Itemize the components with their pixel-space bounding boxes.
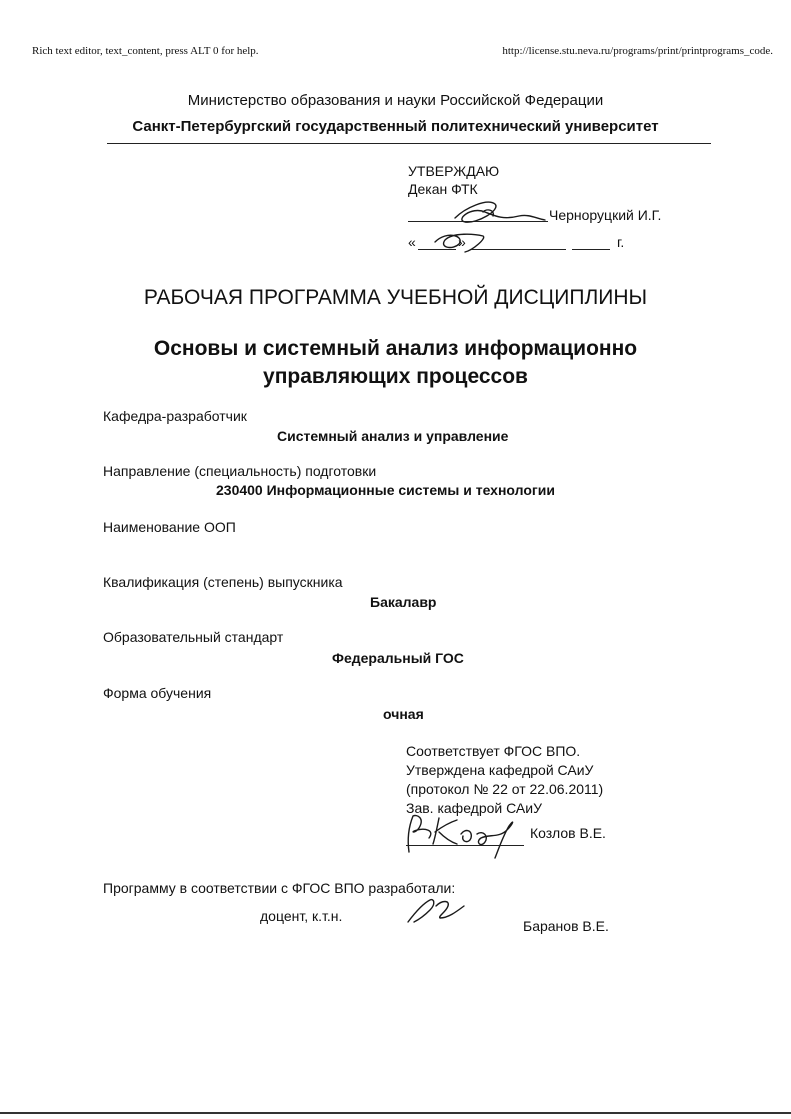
oop-label: Наименование ООП: [103, 519, 236, 535]
discipline-title-line2: управляющих процессов: [263, 365, 528, 388]
developer-signature: [400, 892, 480, 932]
head-name: Козлов В.Е.: [530, 825, 606, 841]
developers-intro: Программу в соответствии с ФГОС ВПО разработали:: [103, 880, 456, 896]
print-header-left: Rich text editor, text_content, press ALT 0 for help.: [32, 45, 259, 57]
conformity-line2: Утверждена кафедрой САиУ: [406, 762, 594, 778]
approver-position: Декан ФТК: [408, 181, 478, 197]
page-bottom-edge: [0, 1112, 791, 1114]
date-quote-close: »: [458, 234, 466, 250]
developer-name: Баранов В.Е.: [523, 918, 609, 934]
university-title: Санкт-Петербургский государственный политехнический университет: [132, 118, 659, 135]
conformity-protocol: (протокол № 22 от 22.06.2011): [406, 781, 604, 797]
form-value: очная: [383, 706, 424, 722]
conformity-line1: Соответствует ФГОС ВПО.: [406, 743, 581, 759]
form-label: Форма обучения: [103, 685, 212, 701]
head-signature: [395, 808, 535, 863]
approve-label: УТВЕРЖДАЮ: [408, 163, 500, 179]
standard-value: Федеральный ГОС: [332, 650, 464, 666]
header-divider: [107, 143, 711, 144]
department-value: Системный анализ и управление: [277, 428, 509, 444]
qualification-label: Квалификация (степень) выпускника: [103, 574, 343, 590]
direction-label: Направление (специальность) подготовки: [103, 463, 377, 479]
conformity-head-label: Зав. кафедрой САиУ: [406, 800, 542, 816]
dean-signature: [425, 190, 565, 260]
ministry-title: Министерство образования и науки Российской Федерации: [187, 92, 604, 109]
standard-label: Образовательный стандарт: [103, 629, 284, 645]
date-year-suffix: г.: [617, 234, 625, 250]
date-quote-open: «: [408, 234, 416, 250]
document-title: РАБОЧАЯ ПРОГРАММА УЧЕБНОЙ ДИСЦИПЛИНЫ: [143, 286, 648, 309]
qualification-value: Бакалавр: [370, 594, 437, 610]
direction-value: 230400 Информационные системы и технологии: [216, 482, 555, 498]
date-year-line: [572, 249, 610, 250]
department-label: Кафедра-разработчик: [103, 408, 247, 424]
discipline-title-line1: Основы и системный анализ информационно: [153, 337, 638, 360]
print-header-url: http://license.stu.neva.ru/programs/print/printprograms_code.: [502, 45, 773, 57]
approver-name: Черноруцкий И.Г.: [549, 207, 662, 223]
developer-position: доцент, к.т.н.: [260, 908, 343, 924]
